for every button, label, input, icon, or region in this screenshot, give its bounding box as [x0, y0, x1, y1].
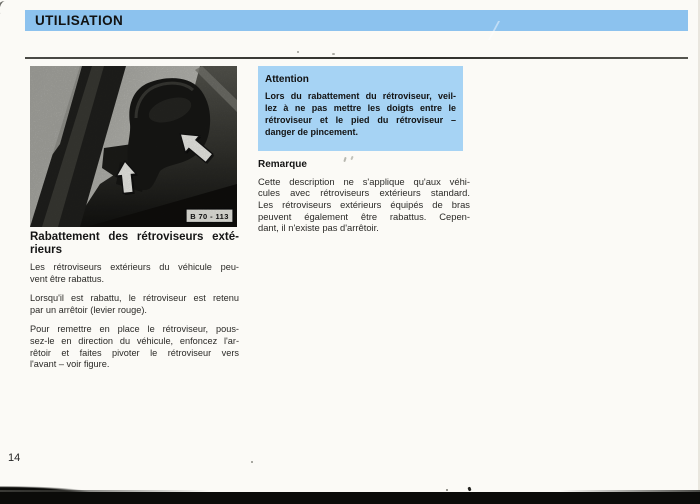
section-header-title: UTILISATION — [35, 13, 124, 28]
page-number: 14 — [8, 452, 21, 464]
remark-title: Remarque — [258, 158, 307, 170]
article-paragraph: Pour remettre en place le rétroviseur, pous- sez-le en direction du véhicule, enfoncez l'ar- rêtoir et faites pivoter le rétroviseur vers l'avant – voir figure. — [30, 324, 239, 370]
left-column — [30, 231, 239, 379]
car-mirror-photo — [30, 66, 237, 227]
header-rule — [25, 57, 688, 59]
attention-title: Attention — [265, 74, 309, 85]
attention-body: Lors du rabattement du rétroviseur, veil- lez à ne pas mettre les doigts entre le rétroviseur et le pied du rétroviseur – danger de pincement. — [265, 91, 456, 137]
figure-ref-label: B 70 - 113 — [190, 212, 229, 222]
scan-speck — [332, 53, 335, 55]
article-paragraph: Lorsqu'il est rabattu, le rétroviseur est retenu par un arrêtoir (levier rouge). — [30, 293, 239, 316]
figure — [30, 66, 237, 227]
scan-speck — [251, 461, 253, 463]
scan-scratch — [488, 21, 500, 40]
scan-bottom-edge — [0, 492, 700, 504]
photo-grain — [30, 66, 237, 227]
article-title: Rabattement des rétroviseurs exté- rieurs — [30, 231, 239, 257]
scan-corner-mark — [0, 0, 10, 15]
remark-body: Cette description ne s'applique qu'aux véhi- cules avec rétroviseurs extérieurs standard. Les rétroviseurs extérieurs équipés de bras peuvent également être rabattus. Cepen- dant, il n'existe pas d'arrêtoir. — [258, 175, 470, 234]
section-header-band — [25, 10, 688, 31]
right-column — [258, 66, 470, 234]
attention-box — [258, 66, 463, 151]
article-paragraph: Les rétroviseurs extérieurs du véhicule peu- vent être rabattus. — [30, 262, 239, 285]
scan-speck — [297, 51, 299, 53]
